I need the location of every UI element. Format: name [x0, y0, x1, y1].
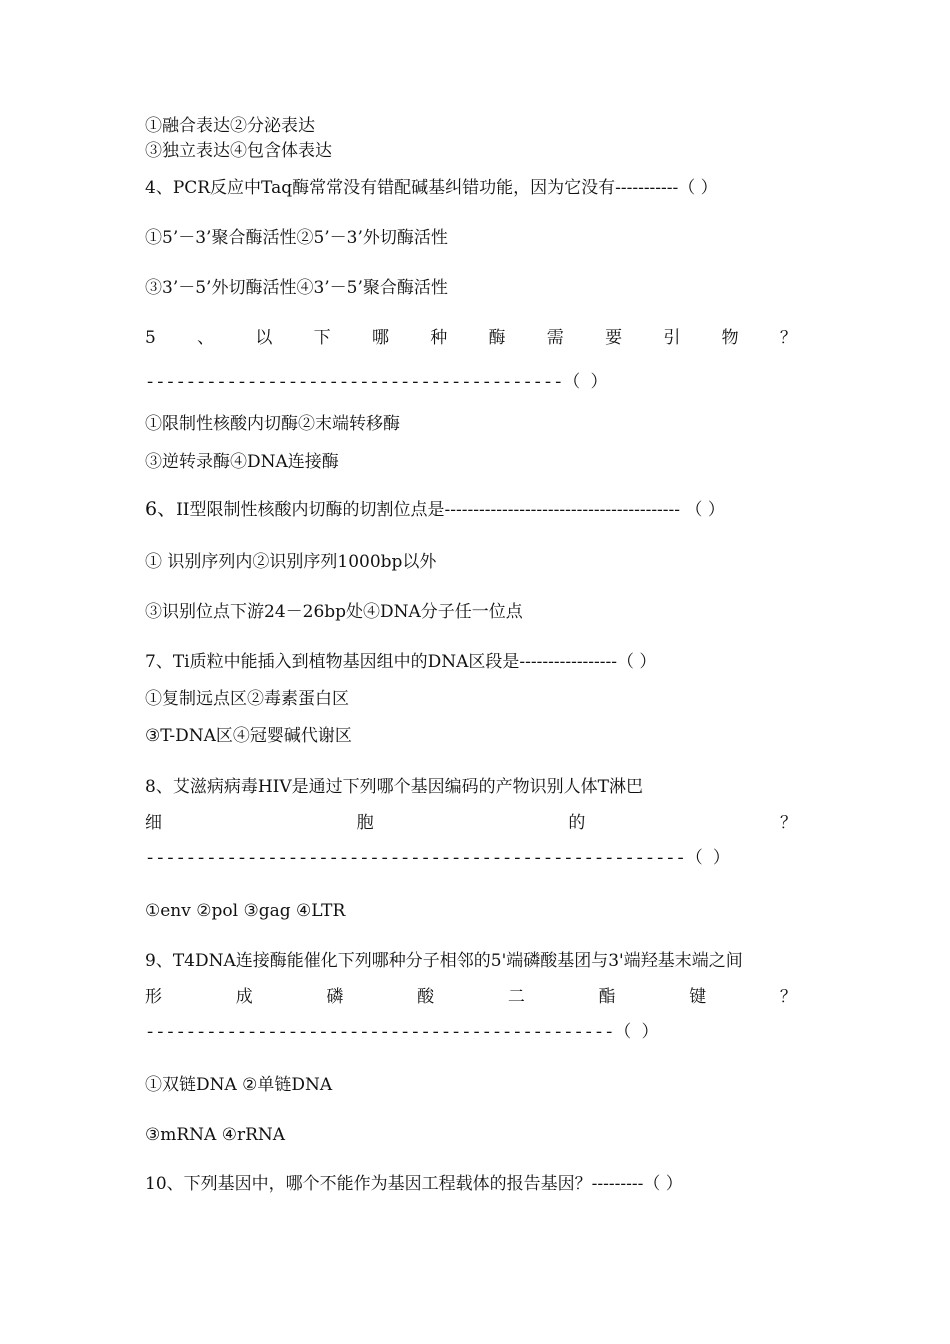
q4-options-3-4: ③3’－5’外切酶活性④3’－5’聚合酶活性: [145, 278, 448, 298]
q6-number: 6、: [145, 498, 177, 520]
q9-char: 磷: [326, 987, 344, 1007]
q9-options-3-4: ③mRNA ④rRNA: [145, 1125, 286, 1145]
question-8-stem: 8、艾滋病病毒HIV是通过下列哪个基因编码的产物识别人体T淋巴: [145, 777, 643, 797]
question-9-stem-cont: [145, 986, 797, 1008]
q5-char: 物: [721, 328, 739, 348]
q6-text: II型限制性核酸内切酶的切割位点是----------------------------------------- （ ）: [176, 500, 725, 520]
q7-options-1-2: ①复制远点区②毒素蛋白区: [145, 689, 349, 709]
q5-char: 种: [430, 328, 448, 348]
q9-char: 二: [507, 987, 525, 1007]
question-6-stem: [145, 498, 725, 521]
q6-options-3-4: ③识别位点下游24－26bp处④DNA分子任一位点: [145, 602, 523, 622]
q5-char: 需: [546, 328, 564, 348]
q9-char: 键: [689, 987, 707, 1007]
q9-char: 成: [235, 987, 253, 1007]
q9-char: ？: [779, 987, 797, 1007]
q5-char: 引: [663, 328, 681, 348]
q9-char: 酸: [417, 987, 435, 1007]
q8-options: ①env ②pol ③gag ④LTR: [145, 901, 346, 921]
q5-answer-blank: -----------------------------------------（ ）: [145, 374, 608, 393]
q5-char: 、: [197, 328, 215, 348]
question-9-stem: 9、T4DNA连接酶能催化下列哪种分子相邻的5'端磷酸基团与3'端羟基末端之间: [145, 951, 743, 971]
q5-char: 要: [605, 328, 623, 348]
q8-answer-blank: -----------------------------------------------------（ ）: [145, 850, 730, 869]
q5-options-1-2: ①限制性核酸内切酶②末端转移酶: [145, 414, 400, 434]
q9-char: 形: [145, 987, 162, 1007]
q5-char: ？: [779, 328, 797, 348]
question-5-stem: [145, 327, 797, 349]
q9-options-1-2: ①双链DNA ②单链DNA: [145, 1075, 333, 1095]
q8-char: 细: [145, 813, 162, 833]
q3-options-3-4: ③独立表达④包含体表达: [145, 141, 332, 161]
q5-options-3-4: ③逆转录酶④DNA连接酶: [145, 452, 339, 472]
q6-options-1-2: ① 识别序列内②识别序列1000bp以外: [145, 552, 437, 572]
q4-options-1-2: ①5’－3’聚合酶活性②5’－3’外切酶活性: [145, 228, 448, 248]
q5-char: 5: [145, 328, 156, 348]
q8-char: 的: [568, 813, 586, 833]
q5-char: 酶: [488, 328, 506, 348]
question-8-stem-cont: [145, 812, 797, 834]
q5-char: 以: [255, 328, 273, 348]
q9-answer-blank: ----------------------------------------------（ ）: [145, 1024, 659, 1043]
q5-char: 下: [313, 328, 331, 348]
q3-options-1-2: ①融合表达②分泌表达: [145, 116, 315, 136]
question-4-stem: 4、PCR反应中Taq酶常常没有错配碱基纠错功能，因为它没有-----------（ ）: [145, 178, 718, 198]
q5-char: 哪: [371, 328, 389, 348]
question-10-stem: 10、下列基因中，哪个不能作为基因工程载体的报告基因？---------（ ）: [145, 1174, 683, 1194]
q8-char: 胞: [356, 813, 374, 833]
q9-char: 酯: [598, 987, 616, 1007]
q7-options-3-4: ③T-DNA区④冠婴碱代谢区: [145, 726, 352, 746]
q8-char: ？: [779, 813, 797, 833]
question-7-stem: 7、Ti质粒中能插入到植物基因组中的DNA区段是-----------------（ ）: [145, 652, 657, 672]
